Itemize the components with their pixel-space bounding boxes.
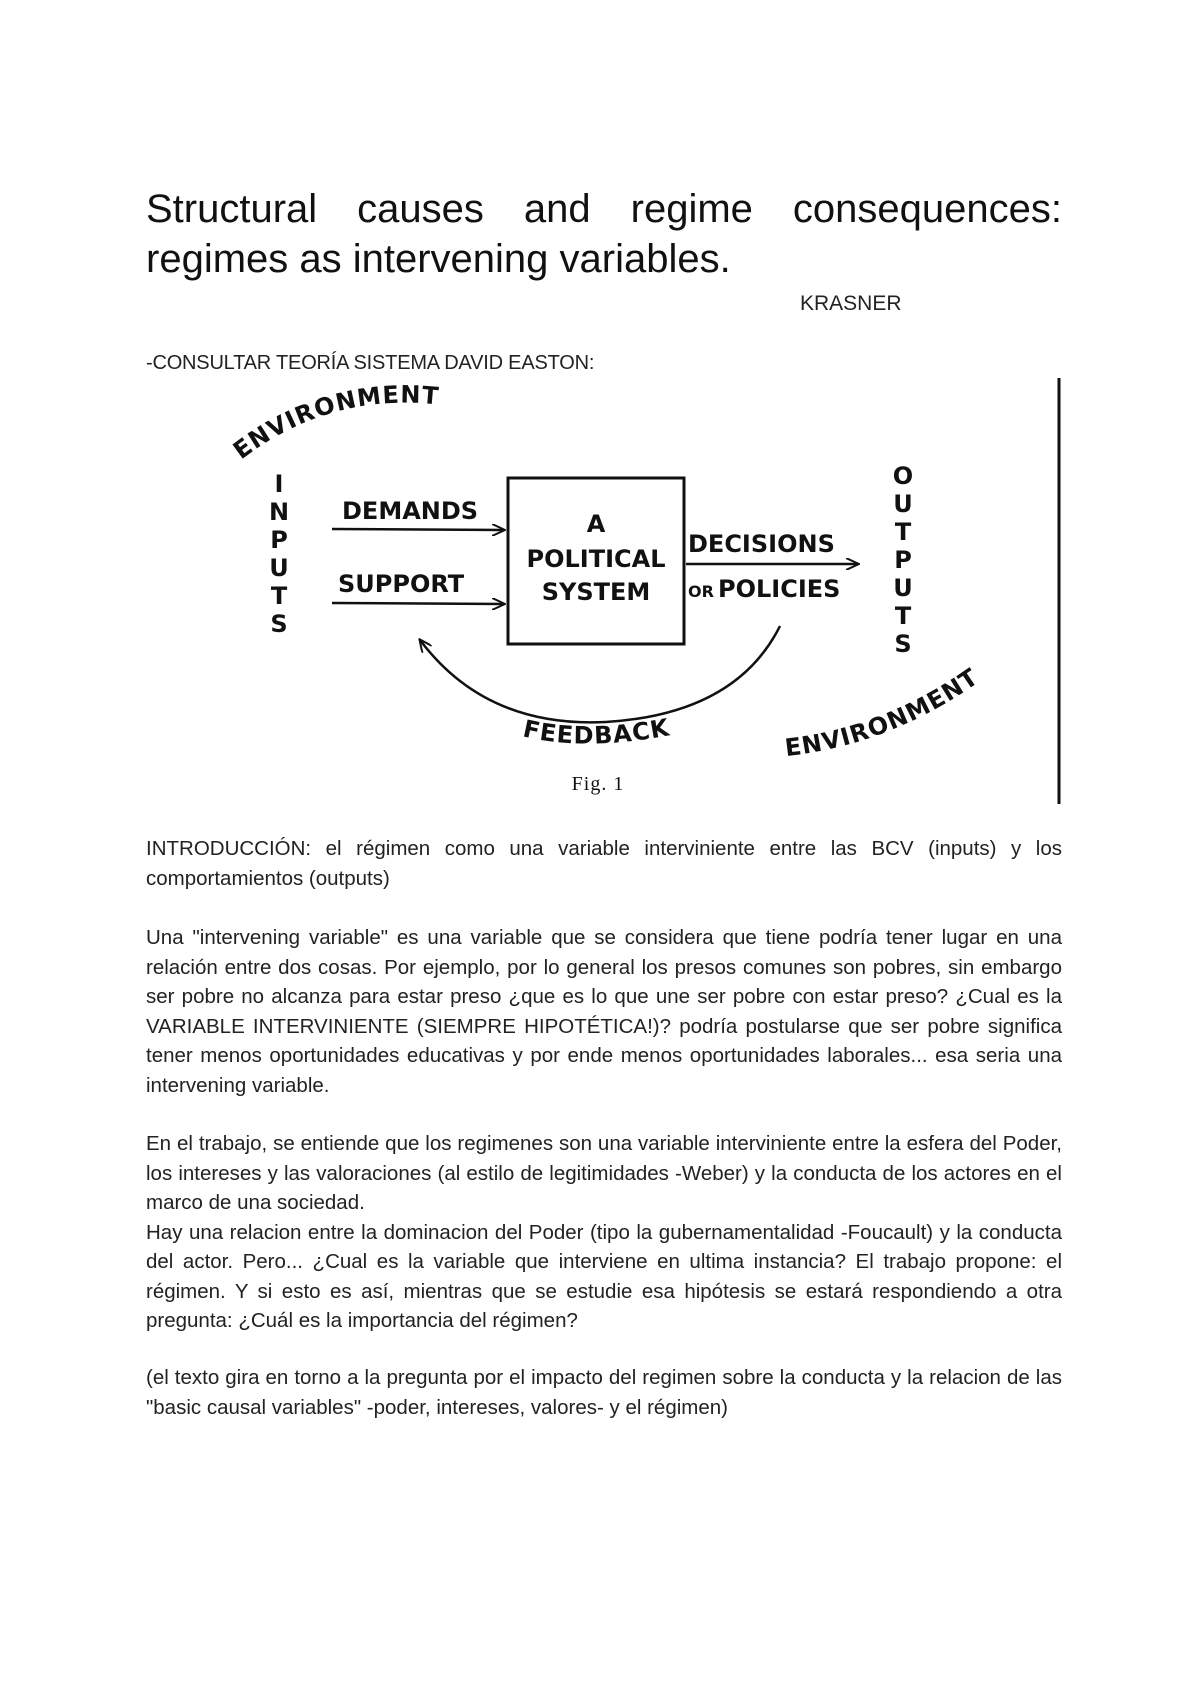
intervening-variable-paragraph <box>146 923 1062 1100</box>
paragraph-definition: Una "intervening variable" es una variable que se considera que tiene podría tener lugar en una relación entre dos cosas. Por ejemplo, por lo general los presos comunes son pobres, sin embargo ser pobre no alcanza para estar preso ¿que es lo que une ser pobre con estar preso? ¿Cual es la VARIABLE INTERVINIENTE (SIEMPRE HIPOTÉTICA!)? podría postularse que ser pobre significa tener menos oportunidades educativas y por ende menos oportunidades laborales... esa seria una intervening variable. <box>146 926 1062 1097</box>
closing-paragraph <box>146 1363 1062 1422</box>
environment-top-label: ENVIRONMENT <box>228 380 441 465</box>
reference-note: -CONSULTAR TEORÍA SISTEMA DAVID EASTON: <box>146 352 595 374</box>
svg-text:U: U <box>269 554 289 582</box>
inputs-label <box>269 470 289 638</box>
paragraph-introduccion: INTRODUCCIÓN: el régimen como una variable interviniente entre las BCV (inputs) y los comportamientos (outputs) <box>146 837 1062 890</box>
svg-text:U: U <box>893 490 913 518</box>
support-arrow <box>332 603 504 604</box>
feedback-label: FEEDBACK <box>520 713 673 750</box>
svg-text:T: T <box>270 582 288 610</box>
environment-bottom-label: ENVIRONMENT <box>783 662 984 763</box>
paragraph-trabajo: En el trabajo, se entiende que los regimenes son una variable interviniente entre la esfera del Poder, los intereses y las valoraciones (al estilo de legitimidades -Weber) y la conducta de los actores en el marco de una sociedad. <box>146 1132 1062 1214</box>
paragraph-relacion: Hay una relacion entre la dominacion del Poder (tipo la gubernamentalidad -Foucault) y la conducta del actor. Pero... ¿Cual es la variable que interviene en ultima instancia? El trabajo propone: el régimen. Y si esto es así, mientras que se estudie esa hipótesis se estará respondiendo a otra pregunta: ¿Cuál es la importancia del régimen? <box>146 1220 1062 1332</box>
document-title: Structural causes and regime consequences: regimes as intervening variables. <box>146 187 1062 281</box>
demands-arrow <box>332 529 504 530</box>
author-name: KRASNER <box>800 292 902 315</box>
box-label-a: A <box>586 510 606 538</box>
decisions-label: DECISIONS <box>688 530 835 558</box>
svg-text:T: T <box>894 518 912 546</box>
svg-text:S: S <box>270 610 288 638</box>
policies-label: POLICIES <box>718 575 841 603</box>
demands-label: DEMANDS <box>342 497 479 525</box>
svg-text:O: O <box>892 462 914 490</box>
feedback-arrow <box>420 626 780 722</box>
intro-paragraph <box>146 834 1062 893</box>
paragraph-texto-gira: (el texto gira en torno a la pregunta por el impacto del regimen sobre la conducta y la relacion de las "basic causal variables" -poder, intereses, valores- y el régimen) <box>146 1366 1062 1419</box>
svg-text:N: N <box>268 498 290 526</box>
box-label-political: POLITICAL <box>526 545 666 573</box>
easton-system-diagram <box>146 374 1066 806</box>
svg-text:P: P <box>270 526 288 554</box>
figure-caption: Fig. 1 <box>571 773 625 795</box>
svg-text:I: I <box>274 470 284 498</box>
policies-prefix-label: OR <box>688 582 714 601</box>
box-label-system: SYSTEM <box>541 578 651 606</box>
outputs-label <box>893 462 913 658</box>
regimes-paragraph-block <box>146 1129 1062 1336</box>
svg-text:S: S <box>894 630 912 658</box>
support-label: SUPPORT <box>338 570 465 598</box>
svg-text:T: T <box>894 602 912 630</box>
svg-text:U: U <box>893 574 913 602</box>
svg-text:P: P <box>894 546 912 574</box>
